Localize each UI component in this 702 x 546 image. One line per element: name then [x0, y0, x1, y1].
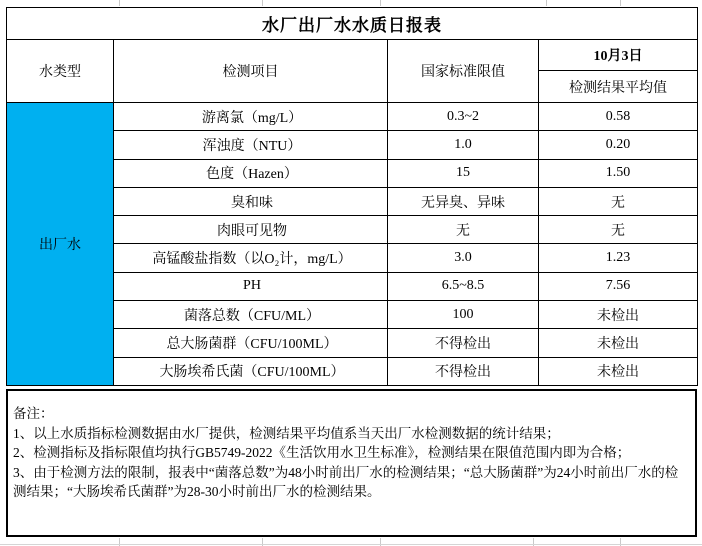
result-cell: 无	[539, 216, 698, 244]
result-cell: 未检出	[539, 301, 698, 329]
limit-cell: 不得检出	[388, 329, 539, 357]
item-cell: 菌落总数（CFU/ML）	[114, 301, 388, 329]
header-date: 10月3日	[539, 40, 698, 71]
limit-cell: 100	[388, 301, 539, 329]
item-cell: 总大肠菌群（CFU/100ML）	[114, 329, 388, 357]
result-cell: 未检出	[539, 357, 698, 385]
limit-cell: 6.5~8.5	[388, 272, 539, 300]
gridline-tick	[620, 0, 621, 6]
gridline-tick	[262, 0, 263, 6]
notes-label: 备注：	[13, 406, 54, 421]
result-cell: 7.56	[539, 272, 698, 300]
result-cell: 0.20	[539, 131, 698, 159]
gridline-tick	[546, 0, 547, 6]
result-cell: 无	[539, 187, 698, 215]
gridline-tick	[380, 0, 381, 6]
header-water-type: 水类型	[7, 40, 114, 103]
limit-cell: 1.0	[388, 131, 539, 159]
limit-cell: 3.0	[388, 244, 539, 272]
result-cell: 未检出	[539, 329, 698, 357]
limit-cell: 0.3~2	[388, 103, 539, 131]
item-cell: 游离氯（mg/L）	[114, 103, 388, 131]
result-cell: 0.58	[539, 103, 698, 131]
header-result-avg: 检测结果平均值	[539, 71, 698, 103]
item-cell: 浑浊度（NTU）	[114, 131, 388, 159]
item-cell: PH	[114, 272, 388, 300]
header-test-item: 检测项目	[114, 40, 388, 103]
note-line: 3、由于检测方法的限制，报表中“菌落总数”为48小时前出厂水的检测结果；“总大肠菌群”为24小时前出厂水的检测结果；“大肠埃希氏菌群”为28-30小时前出厂水的检测结果。	[13, 464, 679, 499]
gridline-tick	[119, 0, 120, 6]
limit-cell: 无异臭、异味	[388, 187, 539, 215]
gridline-horizontal	[0, 544, 702, 545]
note-line: 2、检测指标及指标限值均执行GB5749-2022《生活饮用水卫生标准》，检测结果在限值范围内即为合格；	[13, 445, 631, 460]
report-title: 水厂出厂水水质日报表	[7, 8, 698, 40]
limit-cell: 不得检出	[388, 357, 539, 385]
header-national-limit: 国家标准限值	[388, 40, 539, 103]
item-cell: 臭和味	[114, 187, 388, 215]
item-cell: 色度（Hazen）	[114, 159, 388, 187]
notes-box	[6, 389, 697, 537]
result-cell: 1.50	[539, 159, 698, 187]
result-cell: 1.23	[539, 244, 698, 272]
water-quality-table	[6, 7, 698, 386]
water-type-cell: 出厂水	[7, 103, 114, 386]
limit-cell: 无	[388, 216, 539, 244]
item-cell: 高锰酸盐指数（以O₂计，mg/L）	[114, 244, 388, 272]
item-cell: 大肠埃希氏菌（CFU/100ML）	[114, 357, 388, 385]
item-cell: 肉眼可见物	[114, 216, 388, 244]
limit-cell: 15	[388, 159, 539, 187]
note-line: 1、以上水质指标检测数据由水厂提供，检测结果平均值系当天出厂水检测数据的统计结果；	[13, 425, 560, 441]
